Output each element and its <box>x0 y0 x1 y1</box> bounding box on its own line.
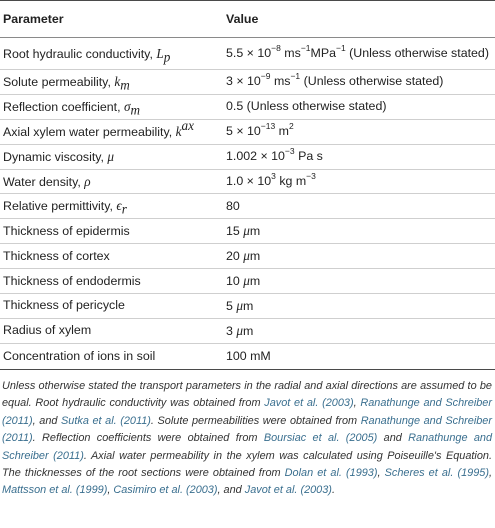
footnote-text: . <box>331 484 335 497</box>
value-cell <box>225 70 495 95</box>
value-exponent: −13 <box>260 121 276 132</box>
value-cell <box>225 269 495 294</box>
value-cell <box>225 194 495 219</box>
value-unit: m <box>249 274 261 289</box>
citation-reference: Dolan et al. (1993) <box>284 467 378 480</box>
table-row <box>0 343 495 369</box>
citation-reference: Ranathunge and Schreiber (2011) <box>2 414 492 445</box>
footnote-text: , <box>488 467 492 480</box>
value-exponent: −3 <box>306 170 316 181</box>
table-row <box>0 219 495 244</box>
citation-reference: Sutka et al. (2011) <box>61 414 151 427</box>
parameter-cell <box>0 343 225 369</box>
parameter-label: Reflection coefficient, <box>3 99 124 114</box>
citation-reference: Casimiro et al. (2003) <box>113 484 218 497</box>
parameter-symbol: k <box>114 73 121 89</box>
citation-reference: Mattsson et al. (1999) <box>2 484 108 497</box>
citation-reference: Ranathunge and Schreiber (2011) <box>2 397 492 427</box>
value-text: 5.5 × 10 <box>226 46 272 60</box>
value-exponent: 2 <box>288 121 294 132</box>
value-exponent: −1 <box>300 42 311 53</box>
value-unit-symbol: μ <box>243 223 250 239</box>
table-row <box>0 119 495 144</box>
parameter-superscript: ax <box>181 117 194 133</box>
table-row <box>0 294 495 319</box>
value-qualifier: (Unless otherwise stated) <box>300 74 444 89</box>
table-row <box>0 70 495 95</box>
value-cell <box>225 94 495 119</box>
footnote-text: , <box>353 397 361 410</box>
value-exponent: −9 <box>260 71 271 82</box>
value-qualifier: (Unless otherwise stated) <box>345 46 489 60</box>
parameter-cell <box>0 318 225 343</box>
value-text: 15 <box>226 224 244 239</box>
parameter-cell <box>0 244 225 269</box>
parameter-cell <box>0 119 225 144</box>
value-text: 80 <box>226 198 240 213</box>
citation-reference: Ranathunge and Schreiber (2011) <box>2 432 493 462</box>
parameter-symbol: ρ <box>84 173 91 189</box>
footnote-text: and <box>377 432 409 445</box>
parameter-cell <box>0 194 225 219</box>
parameter-label: Concentration of ions in soil <box>3 348 156 363</box>
citation-reference: Boursiac et al. (2005) <box>263 432 378 445</box>
value-unit-symbol: μ <box>243 273 250 289</box>
footnote-text: , <box>377 467 385 480</box>
parameter-cell <box>0 38 225 70</box>
parameter-label: Thickness of endodermis <box>3 273 141 288</box>
value-unit: m <box>242 323 254 338</box>
value-text: 10 <box>226 274 244 289</box>
value-text: 5 <box>226 298 237 313</box>
parameter-label: Thickness of pericycle <box>3 298 125 313</box>
value-unit: m <box>275 124 289 139</box>
parameter-symbol: σ <box>124 98 131 114</box>
table-row <box>0 244 495 269</box>
value-unit-symbol: μ <box>243 248 250 264</box>
footnote-text: , and <box>32 414 62 427</box>
value-exponent: −8 <box>271 42 281 53</box>
value-cell <box>225 294 495 319</box>
parameter-symbol: ϵ <box>116 198 122 214</box>
parameter-label: Solute permeability, <box>3 74 115 89</box>
value-text: 3 <box>226 323 237 338</box>
value-unit: m <box>242 298 254 313</box>
value-unit-symbol: μ <box>236 322 243 338</box>
value-unit: MPa <box>310 46 336 60</box>
citation-reference: Scheres et al. (1995) <box>384 467 489 480</box>
value-text: 20 <box>226 249 244 264</box>
value-unit: m <box>249 224 261 239</box>
citation-reference: Javot et al. (2003) <box>244 484 332 497</box>
value-text: 100 mM <box>226 348 271 363</box>
parameter-subscript: p <box>163 48 171 64</box>
value-exponent: −1 <box>290 71 301 82</box>
value-exponent: −3 <box>284 145 295 156</box>
value-unit: Pa s <box>294 149 323 164</box>
table-row <box>0 194 495 219</box>
parameter-subscript: m <box>120 77 130 93</box>
value-text: 1.0 × 10 <box>226 174 272 188</box>
parameter-subscript: m <box>130 102 141 118</box>
parameter-cell <box>0 144 225 169</box>
table-footnote <box>2 378 492 500</box>
value-text: 0.5 (Unless otherwise stated) <box>226 99 387 114</box>
parameter-cell <box>0 169 225 194</box>
header-value: Value <box>225 1 495 38</box>
table-row <box>0 38 495 70</box>
table-row <box>0 269 495 294</box>
footnote-text: , <box>107 484 114 497</box>
parameter-cell <box>0 294 225 319</box>
value-text: 5 × 10 <box>226 124 261 139</box>
parameter-label: Root hydraulic conductivity, <box>3 46 157 61</box>
table-row <box>0 94 495 119</box>
value-cell <box>225 343 495 369</box>
footnote-text: . Axial water permeability in the xylem was calculated using Poiseuille's Equation. The thicknesses of the root sections were obtained from <box>2 449 492 480</box>
parameter-label: Radius of xylem <box>3 323 92 338</box>
value-cell <box>225 119 495 144</box>
table-row <box>0 144 495 169</box>
parameter-symbol: μ <box>107 148 115 164</box>
table-body <box>0 38 495 370</box>
footnote-text: . Reflection coefficients were obtained from <box>32 432 264 445</box>
parameter-label: Water density, <box>3 174 85 189</box>
parameter-cell <box>0 94 225 119</box>
value-unit: kg m <box>275 174 307 188</box>
parameter-label: Relative permittivity, <box>3 199 117 214</box>
value-exponent: −1 <box>336 42 346 53</box>
table-row <box>0 318 495 343</box>
parameter-cell <box>0 70 225 95</box>
footnote-text: , and <box>217 484 245 497</box>
parameter-label: Dynamic viscosity, <box>3 149 108 164</box>
value-unit-symbol: μ <box>236 297 243 313</box>
value-exponent: 3 <box>271 170 276 181</box>
table-row <box>0 169 495 194</box>
parameter-symbol: k <box>175 123 182 139</box>
citation-reference: Javot et al. (2003) <box>264 397 354 410</box>
parameter-symbol: L <box>156 45 164 61</box>
header-parameter: Parameter <box>0 1 225 38</box>
parameter-cell <box>0 269 225 294</box>
footnote-text: Unless otherwise stated the transport parameters in the radial and axial directions are assumed to be equal. Root hydraulic conductivity was obtained from <box>2 380 492 410</box>
value-text: 3 × 10 <box>226 74 261 89</box>
value-text: 1.002 × 10 <box>226 149 285 164</box>
value-unit: m <box>249 249 261 264</box>
footnote-text: . Solute permeabilities were obtained from <box>150 414 361 427</box>
parameter-label: Thickness of epidermis <box>3 223 130 238</box>
table-header-row <box>0 1 495 38</box>
value-cell <box>225 219 495 244</box>
value-cell <box>225 169 495 194</box>
parameter-label: Thickness of cortex <box>3 248 110 263</box>
parameter-subscript: r <box>121 201 127 217</box>
value-cell <box>225 144 495 169</box>
value-unit: ms <box>270 74 291 89</box>
value-unit: ms <box>280 46 301 60</box>
value-cell <box>225 318 495 343</box>
parameter-cell <box>0 219 225 244</box>
value-cell <box>225 244 495 269</box>
value-cell <box>225 38 495 70</box>
parameter-label: Axial xylem water permeability, <box>3 124 176 139</box>
